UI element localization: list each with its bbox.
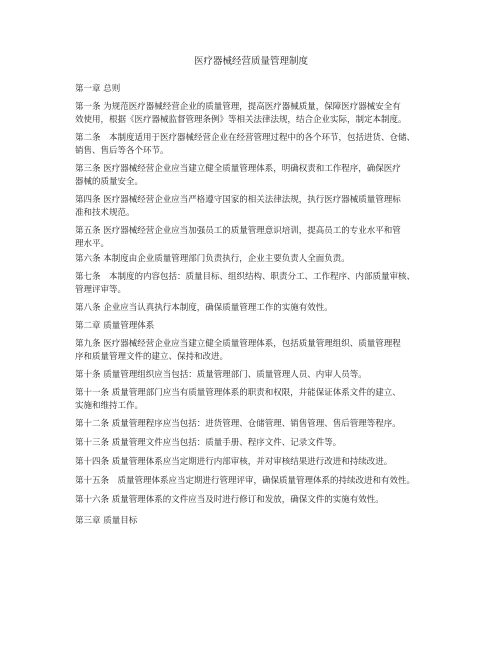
paragraph-line: 第十六条 质量管理体系的文件应当及时进行修订和发放，确保文件的实施有效性。 xyxy=(75,495,384,505)
paragraph xyxy=(75,132,445,158)
paragraph xyxy=(75,456,445,469)
paragraph-line: 第七条 本制度的内容包括：质量目标、组织结构、职责分工、工作程序、内部质量审核、 xyxy=(75,272,416,282)
paragraph xyxy=(75,83,445,96)
paragraph xyxy=(75,302,445,315)
paragraph-line: 第三条 医疗器械经营企业应当建立健全质量管理体系，明确权责和工作程序，确保医疗 xyxy=(75,164,401,174)
paragraph-line: 序和质量管理文件的建立、保持和改进。 xyxy=(75,352,229,362)
paragraph-line: 第二章 质量管理体系 xyxy=(75,321,155,331)
paragraph xyxy=(75,494,445,507)
paragraph xyxy=(75,338,445,364)
paragraph-line: 器械的质量安全。 xyxy=(75,177,144,187)
paragraph-line: 理水平。 xyxy=(75,239,110,249)
paragraph-line: 第十三条 质量管理文件应当包括：质量手册、程序文件、记录文件等。 xyxy=(75,438,342,448)
paragraph-line: 第十条 质量管理组织应当包括：质量管理部门、质量管理人员、内审人员等。 xyxy=(75,370,367,380)
paragraph xyxy=(75,369,445,382)
paragraph xyxy=(75,515,445,528)
paragraph-line: 第一条 为规范医疗器械经营企业的质量管理，提高医疗器械质量，保障医疗器械安全有 xyxy=(75,102,401,112)
paragraph-line: 第四条 医疗器械经营企业应当严格遵守国家的相关法律法规，执行医疗器械质量管理标 xyxy=(75,195,401,205)
paragraph-line: 第三章 质量目标 xyxy=(75,516,138,526)
paragraph-line: 第二条 本制度适用于医疗器械经营企业在经营管理过程中的各个环节，包括进货、仓储、 xyxy=(75,133,416,143)
paragraph xyxy=(75,194,445,220)
paragraph-line: 第八条 企业应当认真执行本制度，确保质量管理工作的实施有效性。 xyxy=(75,303,333,313)
paragraph-line: 第五条 医疗器械经营企业应当加强员工的质量管理意识培训，提高员工的专业水平和管 xyxy=(75,226,401,236)
paragraph-line: 管理评审等。 xyxy=(75,285,127,295)
paragraph-line: 第十五条 质量管理体系应当定期进行管理评审，确保质量管理体系的持续改进和有效性。 xyxy=(75,476,416,486)
paragraph-line: 第一章 总则 xyxy=(75,84,121,94)
document-title: 医疗器械经营质量管理制度 xyxy=(193,56,308,67)
paragraph xyxy=(75,418,445,431)
paragraph-line: 实施和维持工作。 xyxy=(75,401,144,411)
paragraph-line: 第六条 本制度由企业质量管理部门负责执行，企业主要负责人全面负责。 xyxy=(75,254,350,264)
paragraph xyxy=(75,225,445,251)
paragraph xyxy=(75,475,445,488)
paragraph xyxy=(75,387,445,413)
paragraph-line: 第十一条 质量管理部门应当有质量管理体系的职责和权限，并能保证体系文件的建立、 xyxy=(75,388,401,398)
paragraph-line: 效使用，根据《医疗器械监督管理条例》等相关法律法规，结合企业实际，制定本制度。 xyxy=(75,115,407,125)
paragraph-line: 准和技术规范。 xyxy=(75,208,135,218)
paragraph-line: 销售、售后等各个环节。 xyxy=(75,146,169,156)
paragraph xyxy=(75,101,445,127)
paragraph xyxy=(75,253,445,266)
paragraph xyxy=(75,320,445,333)
paragraph-line: 第十二条 质量管理程序应当包括：进货管理、仓储管理、销售管理、售后管理等程序。 xyxy=(75,419,401,429)
paragraph xyxy=(75,271,445,297)
paragraph-line: 第九条 医疗器械经营企业应当建立健全质量管理体系，包括质量管理组织、质量管理程 xyxy=(75,339,401,349)
paragraph-line: 第十四条 质量管理体系应当定期进行内部审核，并对审核结果进行改进和持续改进。 xyxy=(75,457,393,467)
paragraph xyxy=(75,163,445,189)
paragraph xyxy=(75,437,445,450)
